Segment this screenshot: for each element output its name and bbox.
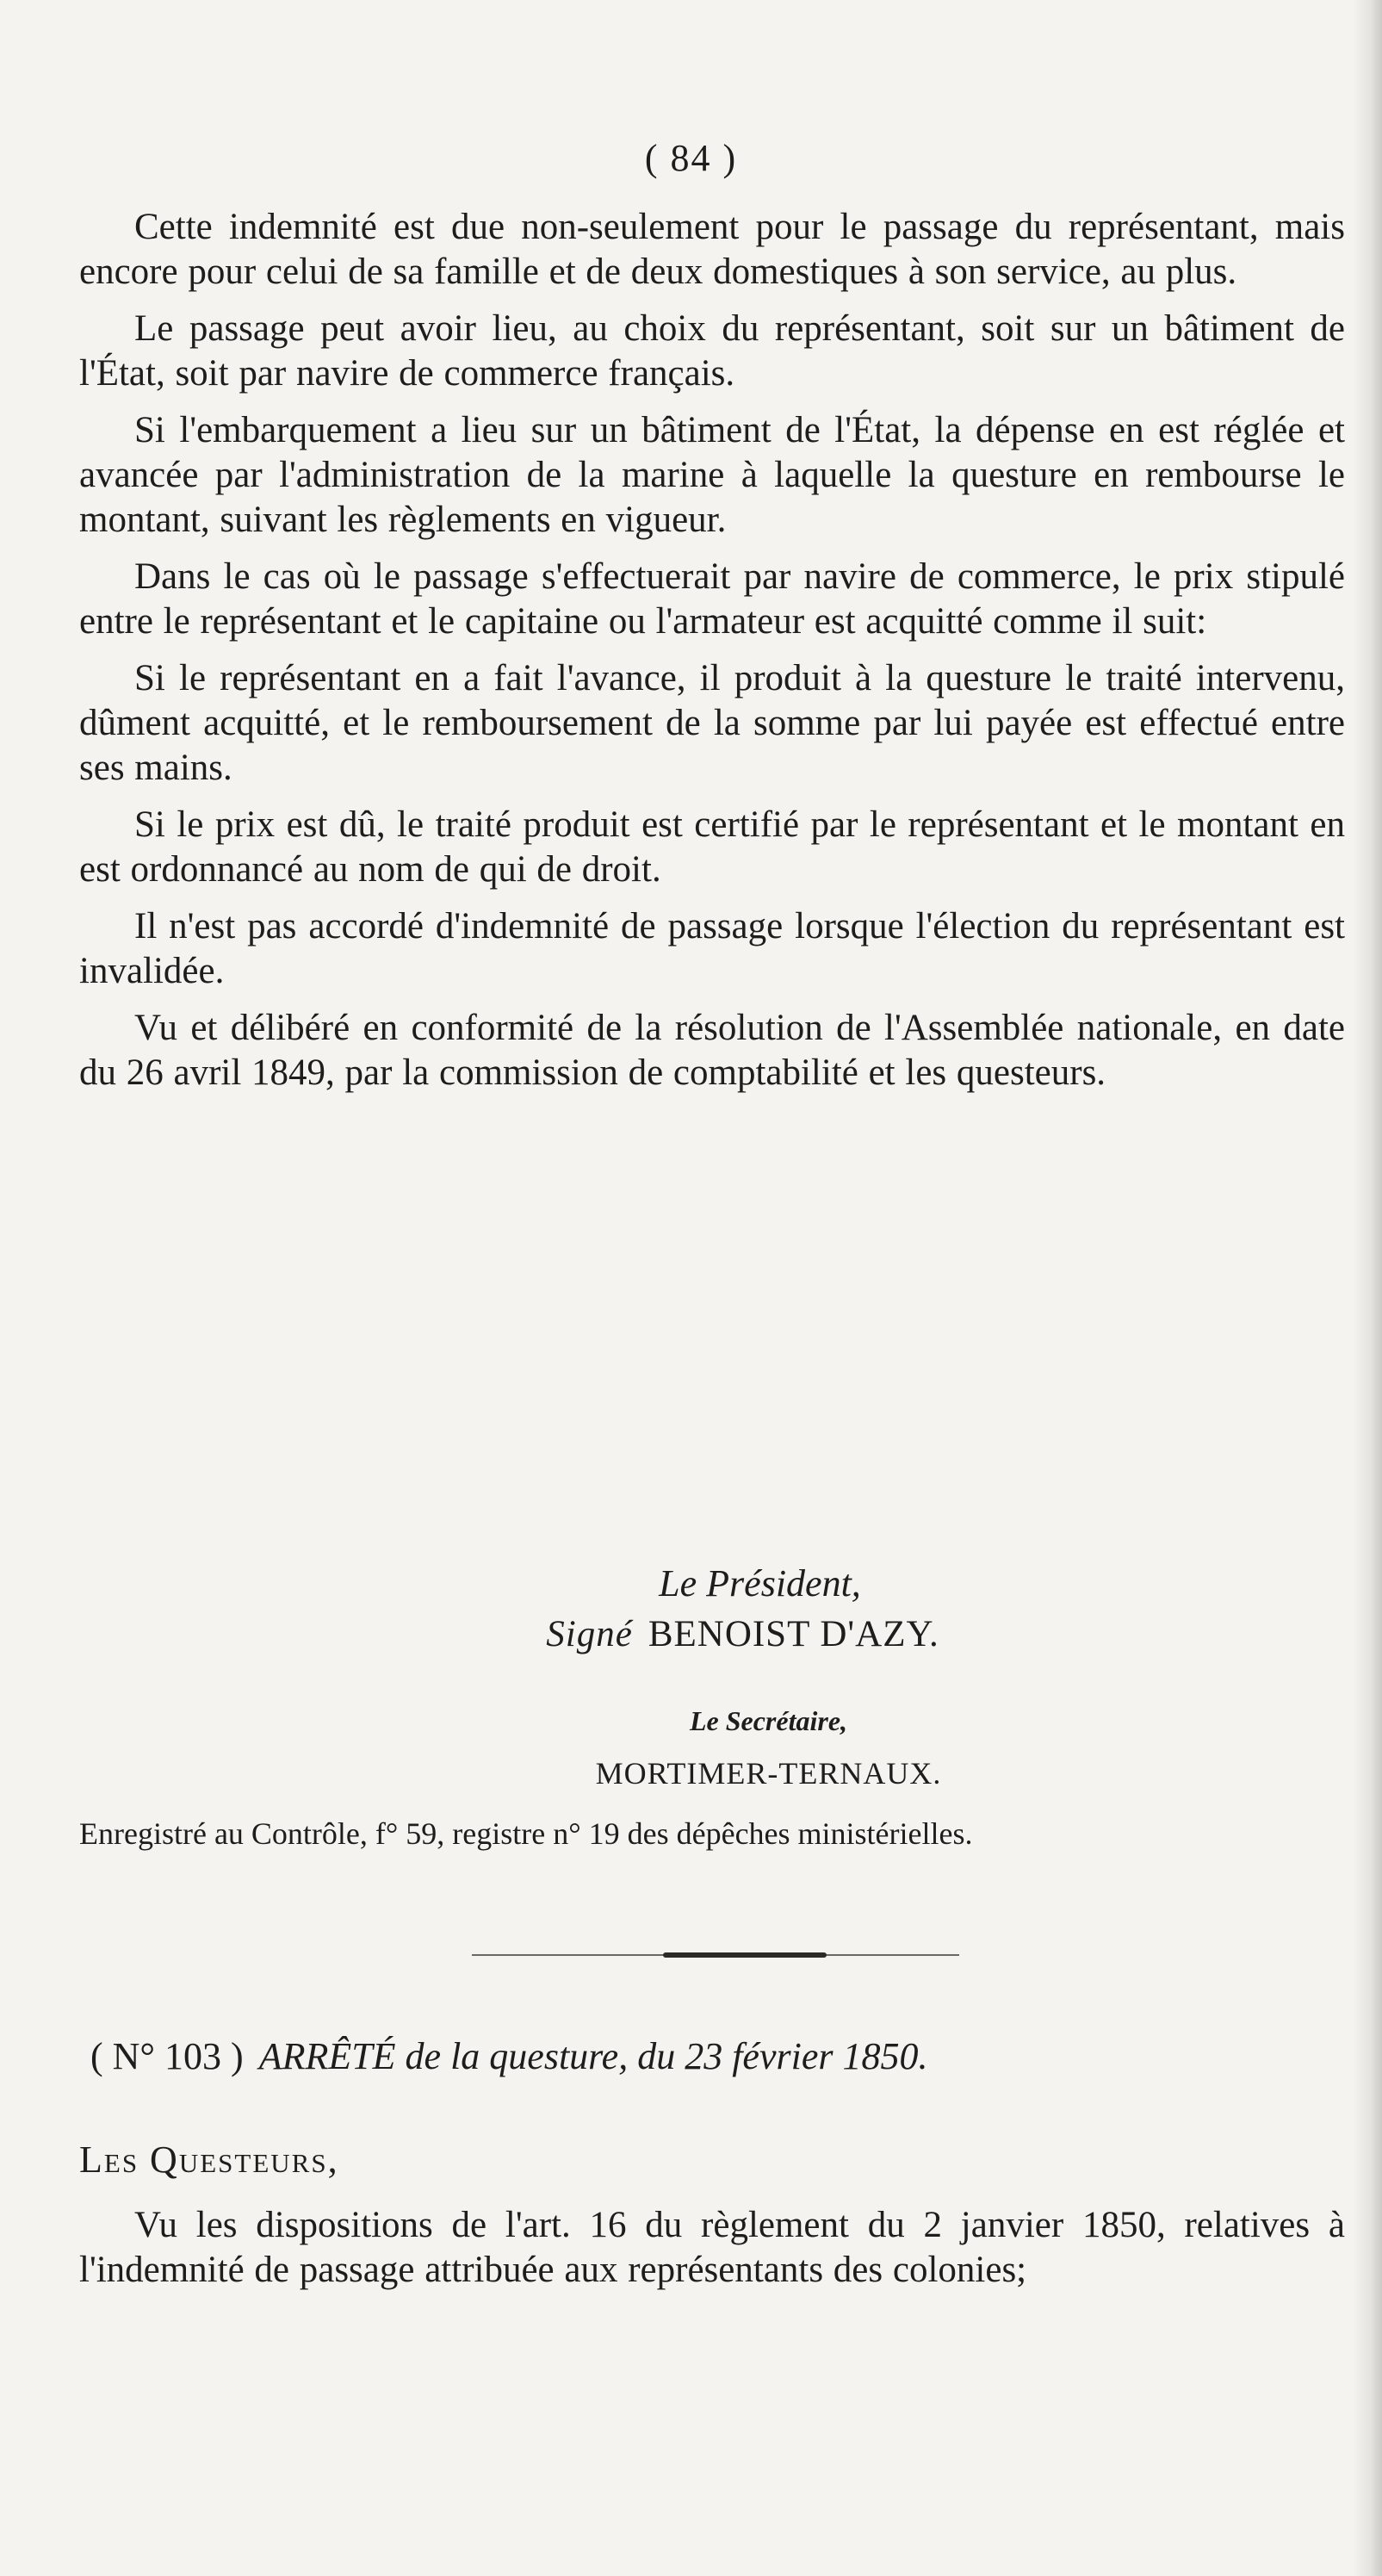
page-edge-shadow xyxy=(1353,0,1382,2576)
paragraph-navire-commerce: Dans le cas où le passage s'effectuerait par navire de commerce, le prix stipulé entre le représentant et le capitaine ou l'armateur est acquitté comme il suit: xyxy=(79,556,1345,642)
paragraph-vu-delibere: Vu et délibéré en conformité de la résolution de l'Assemblée nationale, en date du 26 avril 1849, par la commission de comptabilité et les questeurs. xyxy=(79,1008,1345,1093)
paragraph-embarquement: Si l'embarquement a lieu sur un bâtiment de l'État, la dépense en est réglée et avancée par l'administration de la marine à laquelle la questure en rembourse le montant, suivant les règlements en vigueur. xyxy=(79,410,1345,540)
president-name: BENOIST D'AZY. xyxy=(648,1614,939,1654)
registry-note: Enregistré au Contrôle, f° 59, registre n° 19 des dépêches ministérielles. xyxy=(79,1816,973,1851)
paragraph-avance: Si le représentant en a fait l'avance, il produit à la questure le traité intervenu, dûment acquitté, et le remboursement de la somme par lui payée est effectué entre ses mains. xyxy=(79,658,1345,788)
decree-heading xyxy=(90,2033,1365,2081)
decree-title: ARRÊTÉ de la questure, du 23 février 1850. xyxy=(258,2035,928,2077)
final-text xyxy=(79,2203,1345,2293)
body-text xyxy=(79,205,1345,1096)
secretary-title: Le Secrétaire, xyxy=(689,1705,848,1736)
paragraph-election-invalidee: Il n'est pas accordé d'indemnité de passage lorsque l'élection du représentant est invalidée. xyxy=(79,906,1345,991)
section-divider-accent xyxy=(663,1952,827,1958)
paragraph-prix-du: Si le prix est dû, le traité produit est certifié par le représentant et le montant en est ordonnancé au nom de qui de droit. xyxy=(79,804,1345,890)
president-title: Le Président, xyxy=(659,1562,861,1605)
page-number: ( 84 ) xyxy=(644,137,738,179)
decree-number: ( N° 103 ) xyxy=(90,2035,244,2077)
signe-label: Signé xyxy=(546,1614,633,1654)
president-signature xyxy=(0,1613,1382,1655)
questeurs-heading: Les Questeurs, xyxy=(79,2138,339,2181)
paragraph-vu-dispositions: Vu les dispositions de l'art. 16 du règlement du 2 janvier 1850, relatives à l'indemnité de passage attribuée aux représentants des colonies; xyxy=(79,2205,1345,2290)
secretary-name: MORTIMER-TERNAUX. xyxy=(595,1756,942,1791)
paragraph-passage: Le passage peut avoir lieu, au choix du représentant, soit sur un bâtiment de l'État, soit par navire de commerce français. xyxy=(79,308,1345,394)
paragraph-indemnite: Cette indemnité est due non-seulement pour le passage du représentant, mais encore pour celui de sa famille et de deux domestiques à son service, au plus. xyxy=(79,207,1345,292)
